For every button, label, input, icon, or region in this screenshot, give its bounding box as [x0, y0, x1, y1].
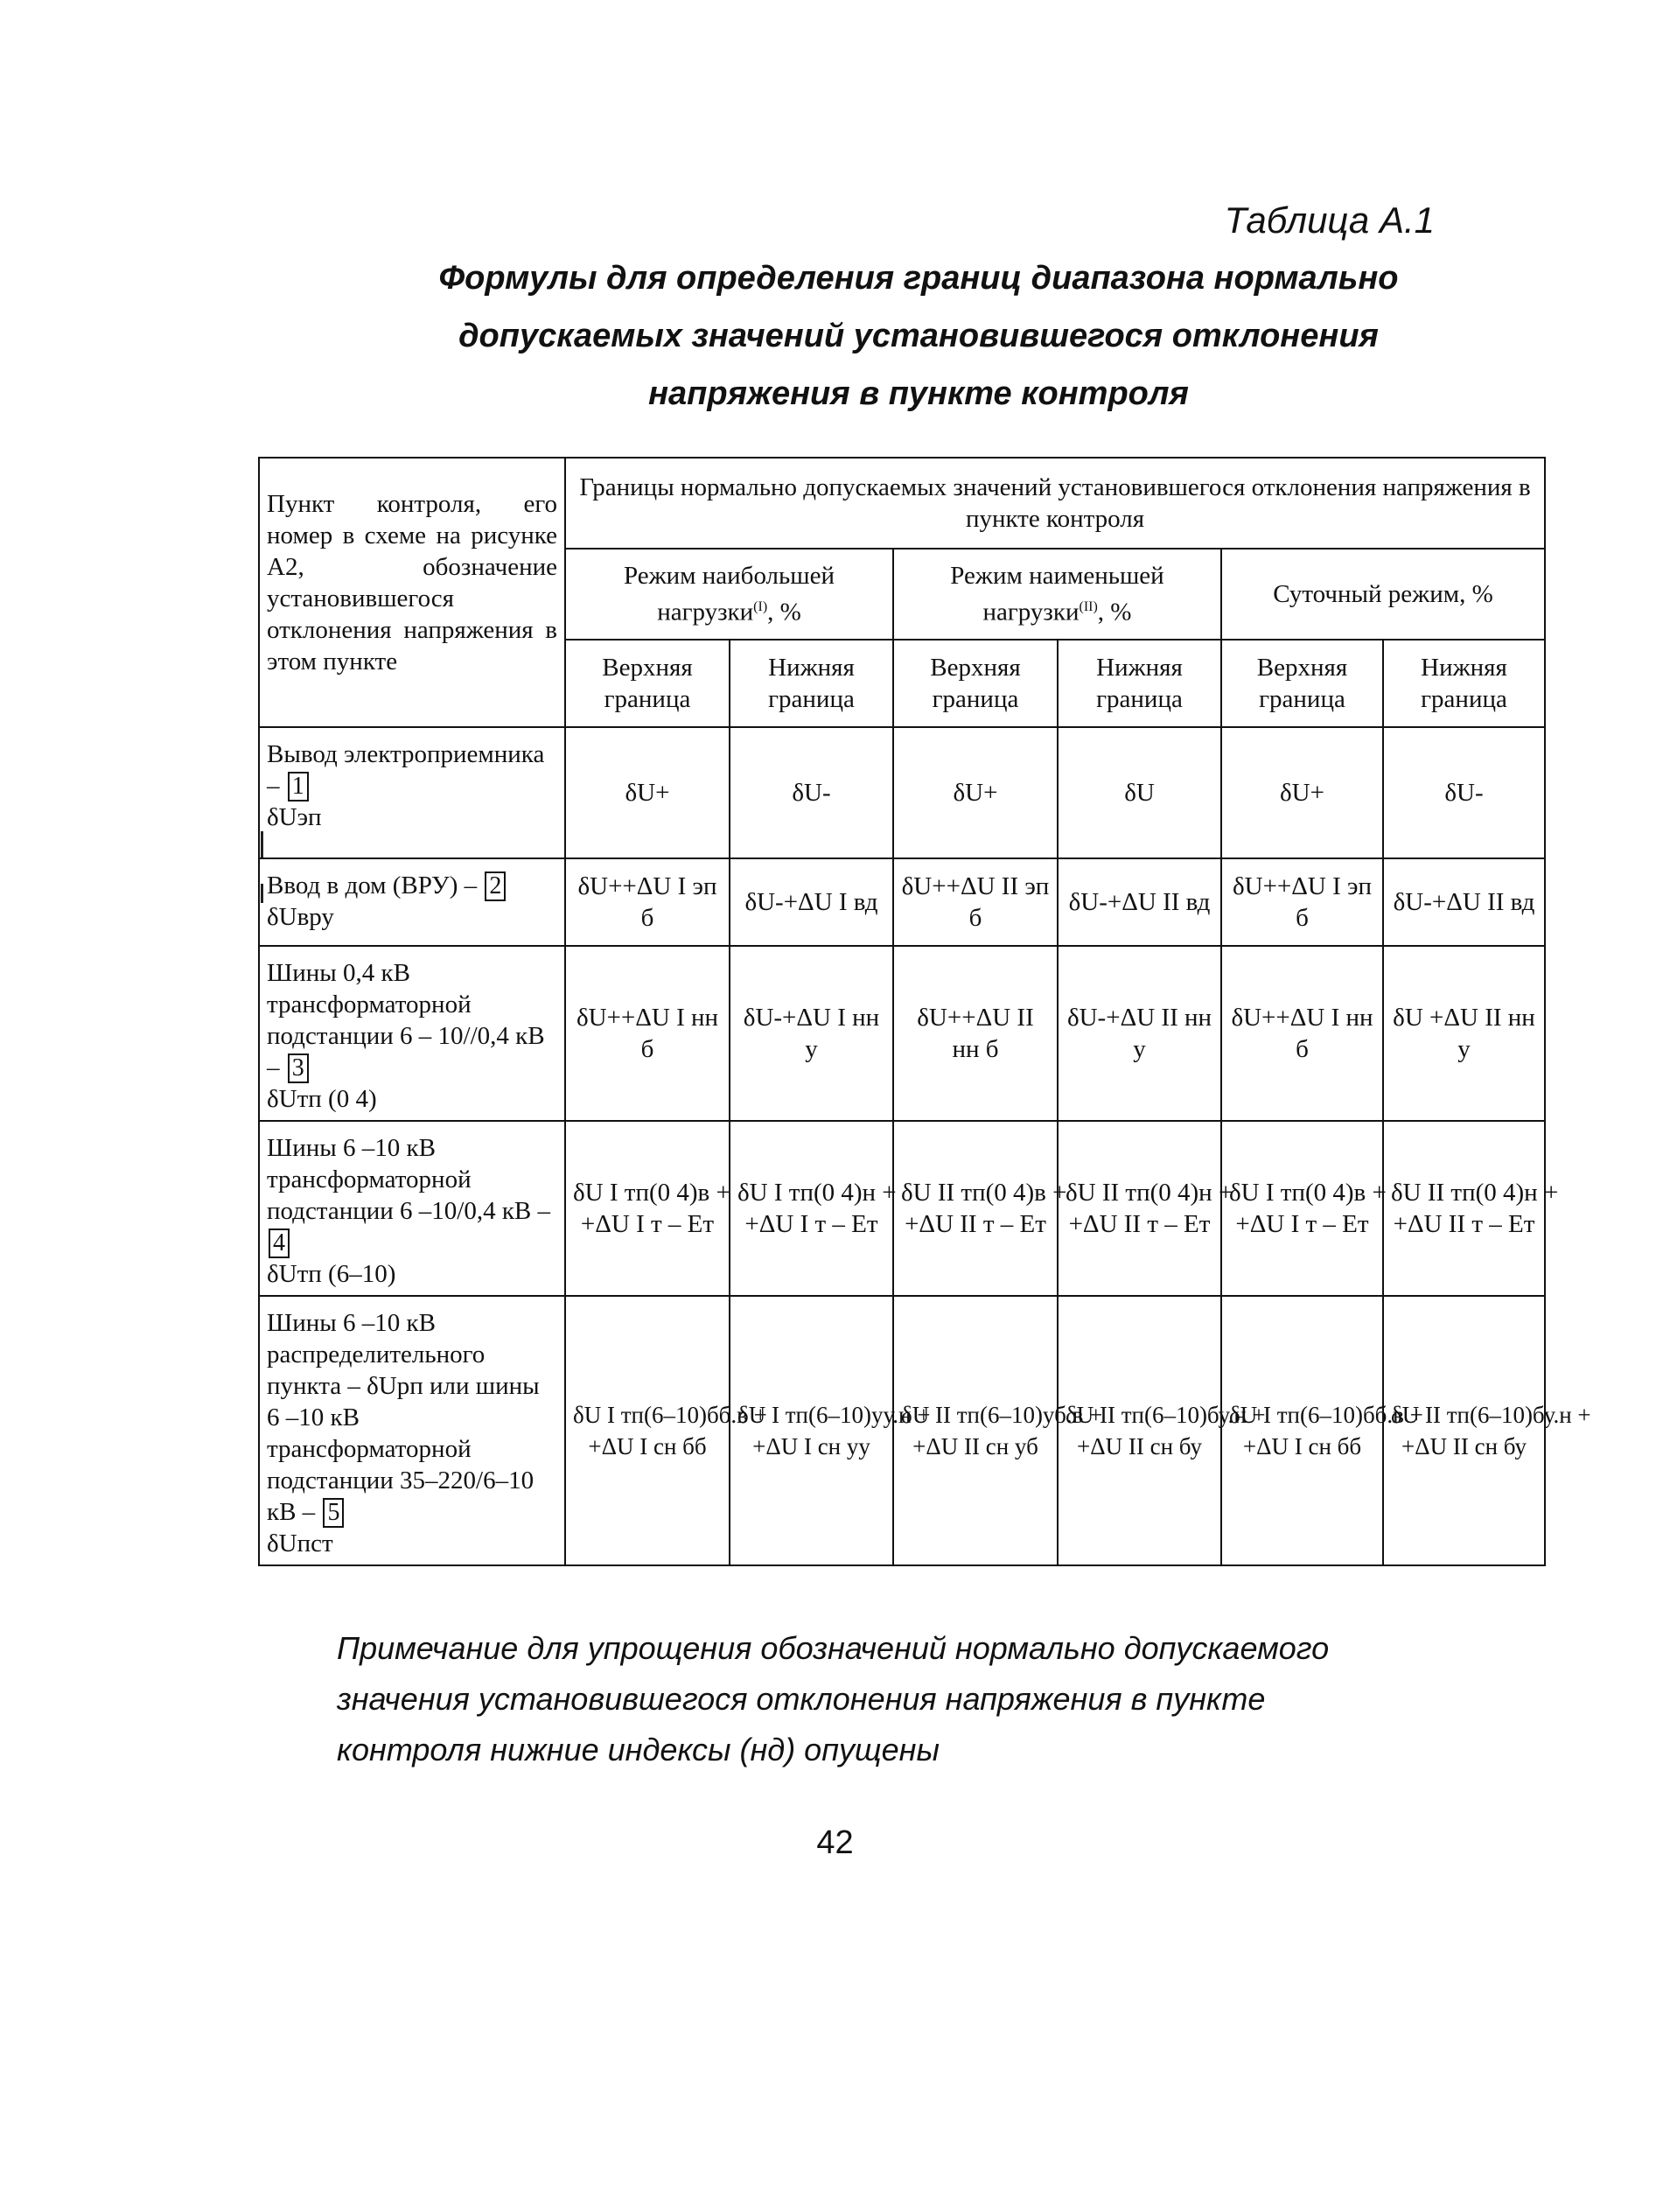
mode-superscript: (I) [753, 599, 768, 615]
formula-line: δU I тп(0 4)н + [737, 1179, 897, 1207]
row-symbol: δUвру [267, 903, 334, 931]
formula-cell: δU++ΔU II нн б [893, 946, 1058, 1121]
table-row [259, 946, 1545, 1121]
title-line: допускаемых значений установившегося отклонения [458, 318, 1379, 354]
formula-line: +ΔU I сн уу [752, 1433, 870, 1460]
formula-cell [893, 1121, 1067, 1296]
formula-line: δU I тп(0 4)в + [1229, 1179, 1387, 1207]
note-line: значения установившегося отклонения напряжения в пункте [337, 1681, 1266, 1717]
formula-cell [1383, 1121, 1559, 1296]
mode-superscript: (II) [1079, 599, 1098, 615]
scheme-number: 4 [269, 1228, 290, 1258]
formula-cell: δU- [730, 727, 893, 858]
formula-cell: δU [1058, 727, 1221, 858]
header-mode-min [893, 549, 1221, 640]
row-label-text: Шины 6 –10 кВ распределительного пункта – δUрп или шины 6 –10 кВ трансформаторной подстанции 35–220/6–10 кВ – [267, 1309, 540, 1526]
row-label [259, 946, 565, 1121]
formula-line: +ΔU II сн бу [1077, 1433, 1202, 1460]
row-symbol: δUтп (6–10) [267, 1260, 396, 1288]
formula-cell [1221, 1296, 1423, 1565]
formula-cell: δU++ΔU II эп б [893, 858, 1058, 946]
row-label [259, 727, 565, 858]
formula-cell: δU++ΔU I эп б [565, 858, 730, 946]
table-note [337, 1623, 1430, 1775]
mode-label: Режим наименьшей нагрузки [950, 562, 1164, 626]
formula-cell: δU++ΔU I нн б [565, 946, 730, 1121]
title-line: Формулы для определения границ диапазона нормально [438, 260, 1399, 297]
header-mode-max [565, 549, 893, 640]
table-title [367, 249, 1470, 423]
formula-line: +ΔU I сн бб [588, 1433, 707, 1460]
formula-cell: δU++ΔU I нн б [1221, 946, 1383, 1121]
formula-line: δU I тп(6–10)бб.в + [1229, 1402, 1423, 1428]
formula-cell: δU+ [565, 727, 730, 858]
formula-line: δU I тп(6–10)бб.в + [573, 1402, 767, 1428]
formula-cell [730, 1121, 897, 1296]
formula-line: +ΔU II сн бу [1401, 1433, 1527, 1460]
mode-suffix: , % [1097, 598, 1132, 626]
formula-cell: δU+ [893, 727, 1058, 858]
formula-cell: δU-+ΔU I вд [730, 858, 893, 946]
header-bound: Нижняя граница [1058, 640, 1221, 727]
formula-line: +ΔU II т – Eт [1068, 1210, 1211, 1238]
header-mode-daily: Суточный режим, % [1221, 549, 1545, 640]
formula-cell: δU-+ΔU II вд [1383, 858, 1545, 946]
formula-line: +ΔU I т – Eт [744, 1210, 878, 1238]
table-row [259, 1296, 1545, 1565]
formula-line: +ΔU I т – Eт [580, 1210, 715, 1238]
header-bound: Верхняя граница [565, 640, 730, 727]
table-row [259, 727, 1545, 858]
row-label-text: Шины 0,4 кВ трансформаторной подстанции 6 – 10//0,4 кВ – [267, 959, 545, 1082]
header-bound: Верхняя граница [1221, 640, 1383, 727]
formula-cell: δU- [1383, 727, 1545, 858]
scheme-number: 5 [323, 1498, 344, 1528]
formula-table [258, 457, 1591, 1566]
formula-cell [893, 1296, 1103, 1565]
formula-cell [565, 1296, 767, 1565]
formula-cell [565, 1121, 730, 1296]
header-group-title: Границы нормально допускаемых значений установившегося отклонения напряжения в пункте контроля [565, 458, 1545, 549]
table-row [259, 858, 1545, 946]
header-bound: Нижняя граница [1383, 640, 1545, 727]
scheme-number: 2 [485, 872, 506, 901]
formula-line: δU II тп(0 4)в + [901, 1179, 1067, 1207]
header-bound: Верхняя граница [893, 640, 1058, 727]
formula-line: δU II тп(6–10)уб.в + [901, 1402, 1103, 1428]
scheme-number: 3 [288, 1054, 309, 1083]
formula-cell [730, 1296, 931, 1565]
formula-cell: δU+ [1221, 727, 1383, 858]
formula-cell [1058, 1296, 1266, 1565]
formula-line: +ΔU I т – Eт [1235, 1210, 1369, 1238]
mode-label: Режим наибольшей нагрузки [624, 562, 835, 626]
formula-cell [1221, 1121, 1387, 1296]
formula-cell: δU++ΔU I эп б [1221, 858, 1383, 946]
formula-cell [1383, 1296, 1591, 1565]
formula-line: δU II тп(0 4)н + [1066, 1179, 1233, 1207]
formula-line: +ΔU I сн бб [1242, 1433, 1362, 1460]
row-symbol: δUэп [267, 803, 322, 831]
table-caption: Таблица А.1 [1224, 200, 1435, 241]
row-symbol: δUтп (0 4) [267, 1085, 377, 1113]
formula-line: δU I тп(0 4)в + [573, 1179, 730, 1207]
page-number: 42 [816, 1824, 854, 1861]
formula-cell [1058, 1121, 1233, 1296]
formula-cell: δU-+ΔU I нн у [730, 946, 893, 1121]
note-line: Примечание для упрощения обозначений нормально допускаемого [337, 1630, 1330, 1666]
formula-cell: δU +ΔU II нн у [1383, 946, 1545, 1121]
formula-line: δU II тп(6–10)бу.н + [1391, 1402, 1591, 1428]
formula-line: δU II тп(6–10)бу.н + [1066, 1402, 1266, 1428]
formula-line: +ΔU II т – Eт [1393, 1210, 1535, 1238]
note-line: контроля нижние индексы (нд) опущены [337, 1732, 940, 1768]
header-bound: Нижняя граница [730, 640, 893, 727]
row-label-text: Шины 6 –10 кВ трансформаторной подстанции 6 –10/0,4 кВ – [267, 1134, 551, 1225]
formula-line: δU I тп(6–10)уу.н + [737, 1402, 931, 1428]
row-label-text: Вывод электроприемника – [267, 740, 545, 800]
formula-line: δU II тп(0 4)н + [1391, 1179, 1559, 1207]
formula-cell: δU-+ΔU II вд [1058, 858, 1221, 946]
formula-line: +ΔU II т – Eт [905, 1210, 1046, 1238]
mode-suffix: , % [767, 598, 801, 626]
row-label [259, 1296, 565, 1565]
title-line: напряжения в пункте контроля [648, 375, 1189, 412]
row-label [259, 1121, 565, 1296]
row-symbol: δUпст [267, 1530, 333, 1558]
formula-cell: δU-+ΔU II нн у [1058, 946, 1221, 1121]
header-control-point: Пункт контроля, его номер в схеме на рисунке А2, обозначение установившегося отклонения напряжения в этом пункте [259, 458, 565, 727]
formula-line: +ΔU II сн уб [912, 1433, 1038, 1460]
row-label-text: Ввод в дом (ВРУ) – [267, 872, 478, 900]
scheme-number: 1 [288, 772, 309, 802]
row-label [259, 858, 565, 946]
table-row [259, 1121, 1545, 1296]
